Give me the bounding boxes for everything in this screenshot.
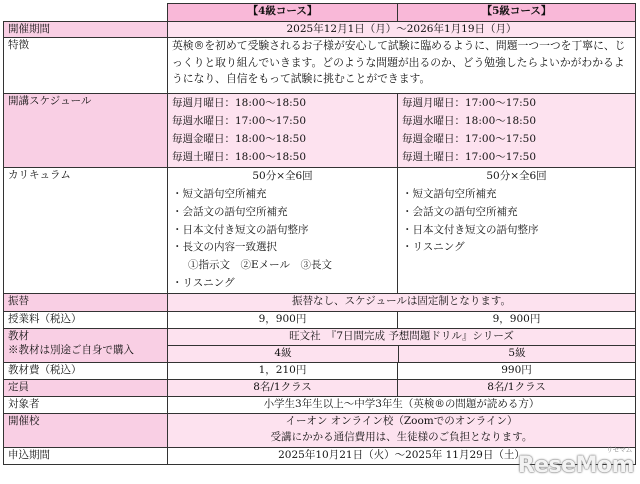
watermark-text: ReseMom	[517, 453, 634, 478]
row-school	[4, 413, 636, 447]
schedule-4-item: 毎週土曜日：18:00～18:50	[172, 151, 307, 164]
curriculum-4-subitem: ①指示文 ②Eメール ③長文	[188, 259, 332, 272]
row-material-fee	[4, 362, 636, 379]
value-transfer: 振替なし、スケジュールは固定制となります。	[168, 293, 636, 311]
curriculum-5-item: ・リスニング	[402, 241, 465, 254]
course-table	[3, 3, 636, 465]
value-apply: 2025年10月21日（火）～2025年 11月29日（土）	[168, 447, 636, 464]
row-transfer	[4, 293, 636, 311]
label-fee: 授業料（税込）	[4, 311, 168, 328]
schedule-5-item: 毎週水曜日：18:00～18:50	[402, 115, 537, 128]
schedule-4-item: 毎週月曜日：18:00～18:50	[172, 97, 307, 109]
material-value: 旺文社 『7日間完成 予想問題ドリル』シリーズ	[168, 329, 635, 346]
curriculum-4-item: ・日本文付き短文の語句整序	[172, 223, 309, 236]
material-cells	[168, 328, 636, 362]
row-curriculum	[4, 168, 636, 294]
material-levels	[168, 346, 635, 362]
value-period: 2025年12月1日（月）～2026年1月19日（月）	[168, 22, 636, 38]
curriculum-4-item: ・会話文の語句空所補充	[172, 205, 288, 218]
curriculum-4-item: ・リスニング	[172, 277, 235, 290]
value-feature: 英検®を初めて受験されるお子様が安心して試験に臨めるように、問題一つ一つを丁寧に、じっくりと取り組んでいきます。どのような問題が出るのか、どう勉強したらよいかがわかるようになり、自信をもって試験に挑むことができます。	[168, 38, 636, 94]
schedule-5-item: 毎週金曜日：17:00～17:50	[402, 133, 537, 146]
row-capacity	[4, 379, 636, 396]
curriculum-5-item: ・短文語句空所補充	[402, 187, 497, 200]
material-note: ※教材は別途ご自身で購入	[8, 344, 134, 357]
label-material-fee: 教材費（税込）	[4, 362, 168, 379]
header-blank	[4, 4, 168, 22]
material-course-5: 5級	[508, 346, 526, 359]
watermark-small: リセマム	[606, 446, 632, 454]
label-transfer: 振替	[4, 293, 168, 311]
row-schedule	[4, 94, 636, 168]
curriculum-4-item: ・短文語句空所補充	[172, 187, 267, 200]
label-period: 開催期間	[4, 22, 168, 38]
value-school	[168, 413, 636, 447]
label-curriculum: カリキュラム	[4, 168, 168, 294]
schedule-5-item: 毎週月曜日：17:00～17:50	[402, 97, 537, 109]
row-material	[4, 328, 636, 362]
label-target: 対象者	[4, 396, 168, 413]
label-feature: 特徴	[4, 38, 168, 94]
schedule-4-item: 毎週水曜日：17:00～17:50	[172, 115, 307, 128]
curriculum-course-5	[398, 168, 636, 294]
material-fee-course-4: 1，210円	[168, 362, 398, 379]
curriculum-5-item: ・日本文付き短文の語句整序	[402, 223, 539, 236]
label-school: 開催校	[4, 413, 168, 447]
course-table-container	[3, 3, 636, 465]
fee-course-5: 9，900円	[398, 311, 636, 328]
material-course-4: 4級	[168, 346, 399, 362]
curriculum-5-head: 50分×全6回	[486, 170, 547, 182]
school-name: イーオン オンライン校（Zoomでのオンライン）	[285, 414, 518, 427]
curriculum-5-item: ・会話文の語句空所補充	[402, 205, 518, 218]
header-course-4: 【4級コース】	[168, 4, 398, 22]
schedule-course-5	[398, 94, 636, 168]
label-material	[4, 328, 168, 362]
curriculum-course-4	[168, 168, 398, 294]
row-target	[4, 396, 636, 413]
curriculum-4-head: 50分×全6回	[252, 170, 313, 182]
capacity-course-4: 8名/1クラス	[168, 379, 398, 396]
school-note: 受講にかかる通信費用は、生徒様のご負担となります。	[270, 430, 533, 443]
label-capacity: 定員	[4, 379, 168, 396]
schedule-course-4	[168, 94, 398, 168]
material-fee-course-5: 990円	[398, 362, 636, 379]
label-schedule: 開講スケジュール	[4, 94, 168, 168]
row-period	[4, 22, 636, 38]
capacity-course-5: 8名/1クラス	[398, 379, 636, 396]
schedule-4-item: 毎週金曜日：18:00～18:50	[172, 133, 307, 146]
label-apply: 申込期間	[4, 447, 168, 464]
resemom-watermark	[517, 446, 634, 478]
header-course-5: 【5級コース】	[398, 4, 636, 22]
curriculum-4-item: ・長文の内容一致選択	[172, 241, 277, 254]
schedule-5-item: 毎週土曜日：17:00～17:50	[402, 151, 537, 164]
row-fee	[4, 311, 636, 328]
fee-course-4: 9，900円	[168, 311, 398, 328]
material-label: 教材	[8, 329, 29, 342]
row-feature	[4, 38, 636, 94]
value-target: 小学生3年生以上～中学3年生（英検®の問題が読める方）	[168, 396, 636, 413]
